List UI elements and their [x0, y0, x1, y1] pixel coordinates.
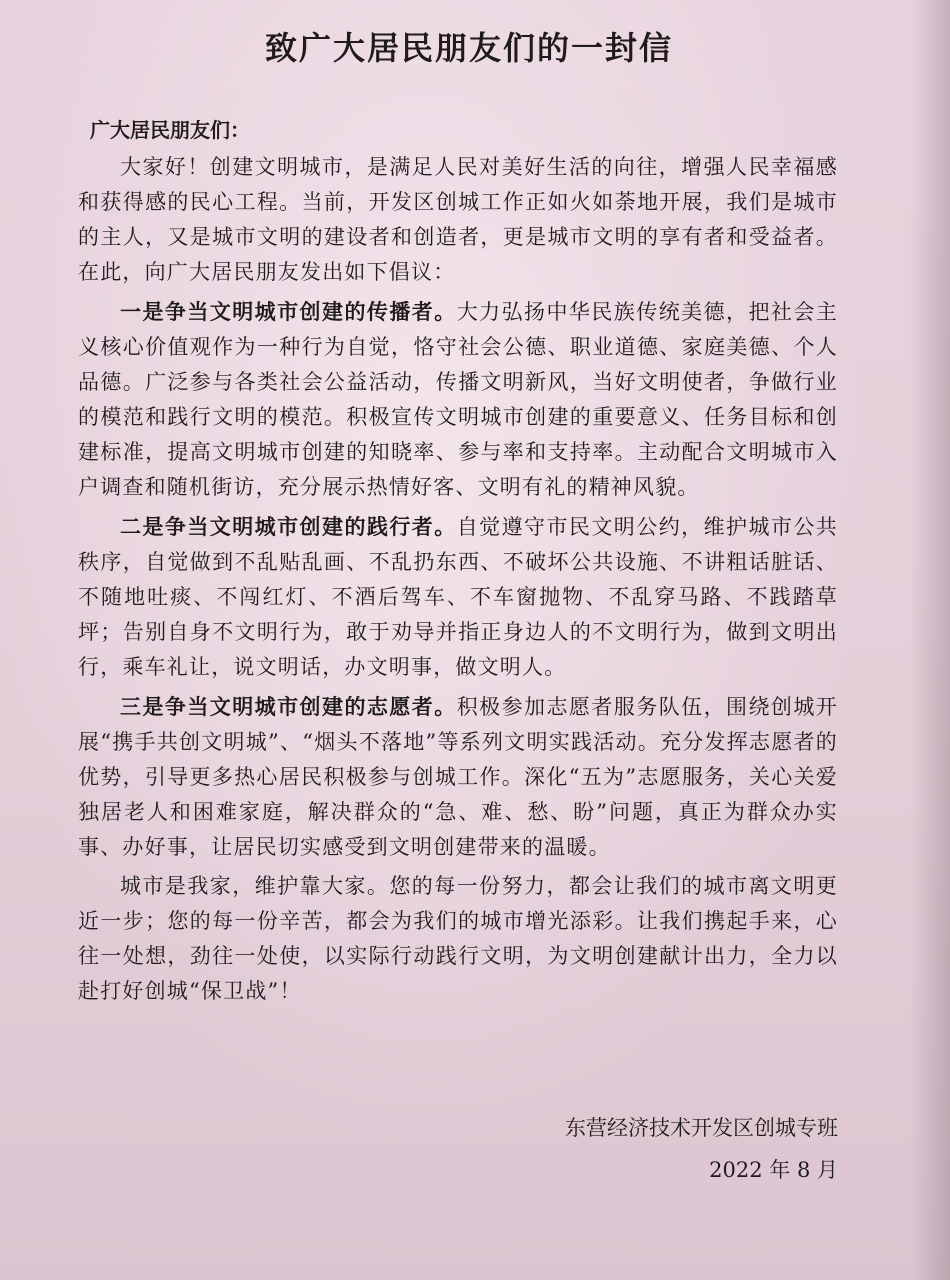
- page-edge-shadow: [910, 0, 950, 1280]
- letter-title: 致广大居民朋友们的一封信: [264, 29, 673, 67]
- signature-date: 2022 年 8 月: [709, 1158, 838, 1182]
- intro-paragraph: 大家好！创建文明城市，是满足人民对美好生活的向往，增强人民幸福感和获得感的民心工程。当前，开发区创城工作正如火如荼地开展，我们是城市的主人，又是城市文明的建设者和创造者，更是城市文明的享有者和受益者。在此，向广大居民朋友发出如下倡议：: [78, 155, 838, 284]
- section-body: 积极参加志愿者服务队伍，围绕创城开展“携手共创文明城”、“烟头不落地”等系列文明实践活动。充分发挥志愿者的优势，引导更多热心居民积极参与创城工作。深化“五为”志愿服务，关心关爱独居老人和困难家庭，解决群众的“急、难、愁、盼”问题，真正为群众办实事、办好事，让居民切实感受到文明创建带来的温暖。: [78, 695, 839, 859]
- section-paragraph-1: [78, 294, 838, 505]
- section-body: 自觉遵守市民文明公约，维护城市公共秩序，自觉做到不乱贴乱画、不乱扔东西、不破坏公共设施、不讲粗话脏话、不随地吐痰、不闯红灯、不酒后驾车、不车窗抛物、不乱穿马路、不践踏草坪；告别自身不文明行为，敢于劝导并指正身边人的不文明行为，做到文明出行，乘车礼让，说文明话，办文明事，做文明人。: [78, 515, 839, 679]
- signature-organization: 东营经济技术开发区创城专班: [565, 1116, 838, 1140]
- section-paragraph-2: [78, 509, 838, 685]
- section-lead: 三是争当文明城市创建的志愿者。: [120, 694, 457, 719]
- section-body: 大力弘扬中华民族传统美德，把社会主义核心价值观作为一种行为自觉，恪守社会公德、职业道德、家庭美德、个人品德。广泛参与各类社会公益活动，传播文明新风，当好文明使者，争做行业的模范和践行文明的模范。积极宣传文明城市创建的重要意义、任务目标和创建标准，提高文明城市创建的知晓率、参与率和支持率。主动配合文明城市入户调查和随机街访，充分展示热情好客、文明有礼的精神风貌。: [78, 300, 839, 499]
- letter-greeting: 广大居民朋友们：: [90, 118, 250, 142]
- closing-paragraph: 城市是我家，维护靠大家。您的每一份努力，都会让我们的城市离文明更近一步；您的每一份辛苦，都会为我们的城市增光添彩。让我们携起手来，心往一处想，劲往一处使，以实际行动践行文明，为文明创建献计出力，全力以赴打好创城“保卫战”！: [78, 874, 838, 1003]
- section-paragraph-3: [78, 689, 838, 865]
- section-lead: 一是争当文明城市创建的传播者。: [120, 299, 457, 324]
- section-lead: 二是争当文明城市创建的践行者。: [120, 514, 457, 539]
